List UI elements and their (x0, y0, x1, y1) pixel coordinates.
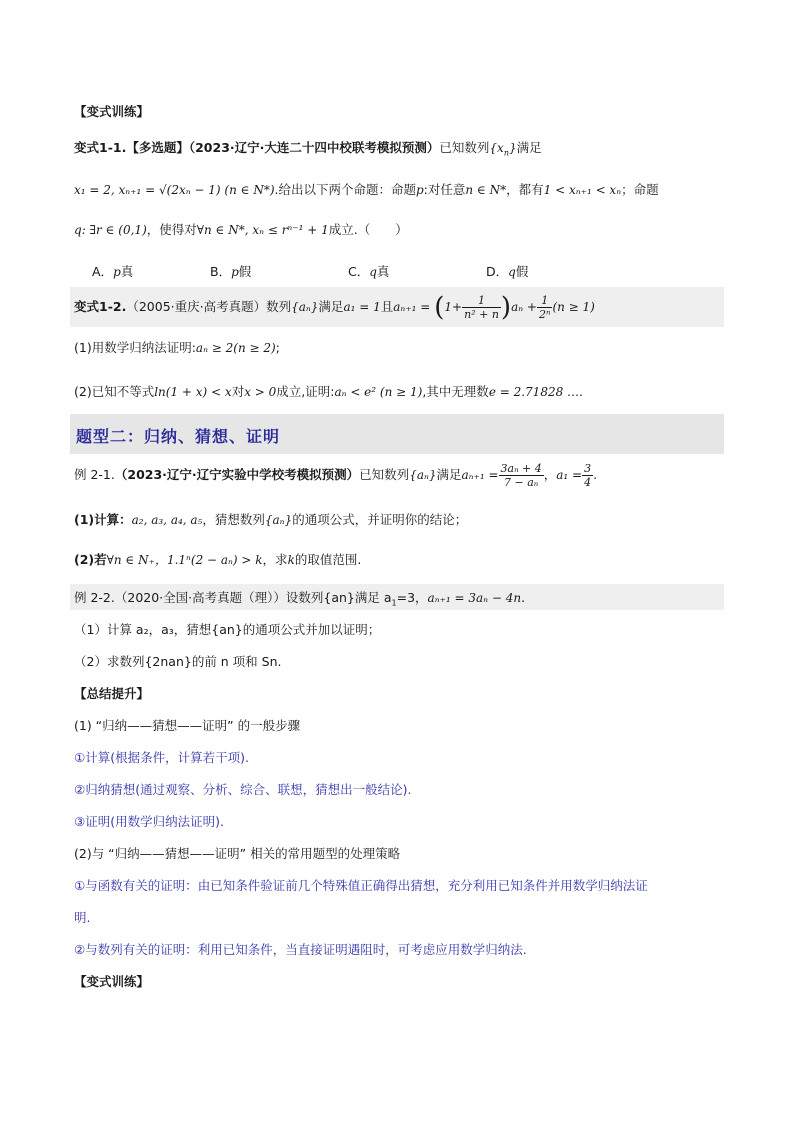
fraction: $\frac{3}{4}$ (584, 462, 592, 489)
problem-1-2-part2: (2)已知不等式ln(1 + x) < x对x > 0成立,证明:aₙ < e² (n ≥ 1),其中无理数e = 2.71828 …. (74, 384, 583, 399)
example-2-2-part1: （1）计算 a₂，a₃，猜想{an}的通项公式并加以证明； (74, 622, 381, 637)
fraction: $\frac{1}{\text{n² + n}}$ (464, 294, 499, 321)
problem-source: （2023·辽宁·大连二十四中校联考模拟预测） (188, 140, 440, 155)
recurrence-formula: x₁ = 2, xₙ₊₁ = √(2xₙ − 1) (n ∈ N*) (74, 183, 275, 197)
section-header-variant-training-2: 【变式训练】 (74, 974, 150, 989)
forall-formula: ∀n ∈ N*, xₙ ≤ rⁿ⁻¹ + 1 (196, 223, 329, 237)
fraction: $\frac{1}{\text{2ⁿ}}$ (538, 294, 551, 321)
sequence-symbol: {x (489, 141, 504, 155)
problem-label: 变式1-1. (74, 140, 127, 155)
summary-line-6b: 明. (74, 910, 91, 925)
sequence-subscript: n (503, 148, 509, 158)
example-2-2-line1: 例 2-2.（2020·全国·高考真题（理））设数列{an}满足 $a_1=3$，aₙ₊₁ = 3aₙ − 4n. (74, 590, 526, 608)
sequence-close: } (508, 141, 517, 155)
problem-1-1-line3 (74, 222, 408, 238)
exists-formula: : ∃r ∈ (0,1) (81, 223, 147, 237)
text: ；命题 (621, 182, 659, 197)
example-label: 例 2-1. (74, 467, 115, 482)
text: ，使得对 (146, 222, 197, 237)
example-2-2-part2: （2）求数列{2nan}的前 n 项和 Sn. (74, 654, 282, 669)
condition: n ∈ N* (465, 183, 507, 197)
text: :对任意 (423, 182, 466, 197)
problem-label: 变式1-2. (74, 299, 127, 314)
text: 成立.（ ） (328, 222, 408, 237)
option-d: D．q假 (486, 264, 529, 279)
problem-intro: 已知数列 (439, 140, 490, 155)
summary-line-4: ③证明(用数学归纳法证明). (74, 814, 224, 829)
summary-line-3: ②归纳猜想(通过观察、分析、综合、联想，猜想出一般结论). (74, 782, 412, 797)
example-2-1-part1: (1)计算：a₂, a₃, a₄, a₅，猜想数列{aₙ}的通项公式，并证明你的结论； (74, 512, 468, 527)
text: ，都有 (506, 182, 544, 197)
problem-1-1-line2 (74, 182, 659, 198)
problem-tail: 满足 (516, 140, 542, 155)
summary-header: 【总结提升】 (74, 686, 150, 701)
summary-line-5: (2)与 “归纳——猜想——证明” 相关的常用题型的处理策略 (74, 846, 401, 861)
summary-line-2: ①计算(根据条件，计算若干项). (74, 750, 249, 765)
section-heading-type-2 (70, 414, 724, 454)
example-source: （2023·辽宁·辽宁实验中学校考模拟预测） (114, 467, 360, 482)
summary-line-7: ②与数列有关的证明：利用已知条件，当直接证明遇阻时，可考虑应用数学归纳法. (74, 942, 527, 957)
section-header-variant-training: 【变式训练】 (74, 104, 150, 119)
problem-1-2-line1: 变式1-2.（2005·重庆·高考真题）数列{aₙ}满足a₁ = 1且aₙ₊₁ = (1+ $\frac{1}{\text{n² + n}}$ )aₙ + $\frac{1}{\text{2ⁿ}}$ (n ≥ 1) (74, 292, 595, 323)
inequality: 1 < xₙ₊₁ < xₙ (543, 183, 622, 197)
var-p: p (415, 183, 424, 197)
section-heading-text: 题型二：归纳、猜想、证明 (76, 427, 281, 446)
problem-1-2-part1: (1)用数学归纳法证明:aₙ ≥ 2(n ≥ 2); (74, 340, 280, 355)
problem-1-1-line1 (74, 140, 542, 162)
problem-source: （2005·重庆·高考真题） (126, 299, 267, 314)
example-2-1-line1: 例 2-1.（2023·辽宁·辽宁实验中学校考模拟预测）已知数列{aₙ}满足aₙ₊₁ = $\frac{\text{3aₙ + 4}}{\text{7 − aₙ}}$ ，a₁ = $\frac{3}{4}$ . (74, 462, 598, 489)
text: .给出以下两个命题：命题 (274, 182, 416, 197)
option-b: B．p假 (210, 264, 252, 279)
option-a: A．p真 (92, 264, 134, 279)
fraction: $\frac{\text{3aₙ + 4}}{\text{7 − aₙ}}$ (500, 462, 542, 489)
summary-line-6a: ①与函数有关的证明：由已知条件验证前几个特殊值正确得出猜想，充分利用已知条件并用数学归纳法证 (74, 878, 648, 893)
example-2-1-part2: (2)若∀n ∈ N₊，1.1ⁿ(2 − aₙ) > k，求k的取值范围. (74, 552, 362, 567)
summary-line-1: (1) “归纳——猜想——证明” 的一般步骤 (74, 718, 301, 733)
option-c: C．q真 (348, 264, 390, 279)
problem-tag: 【多选题】 (126, 140, 189, 155)
var-q: q (74, 223, 82, 237)
